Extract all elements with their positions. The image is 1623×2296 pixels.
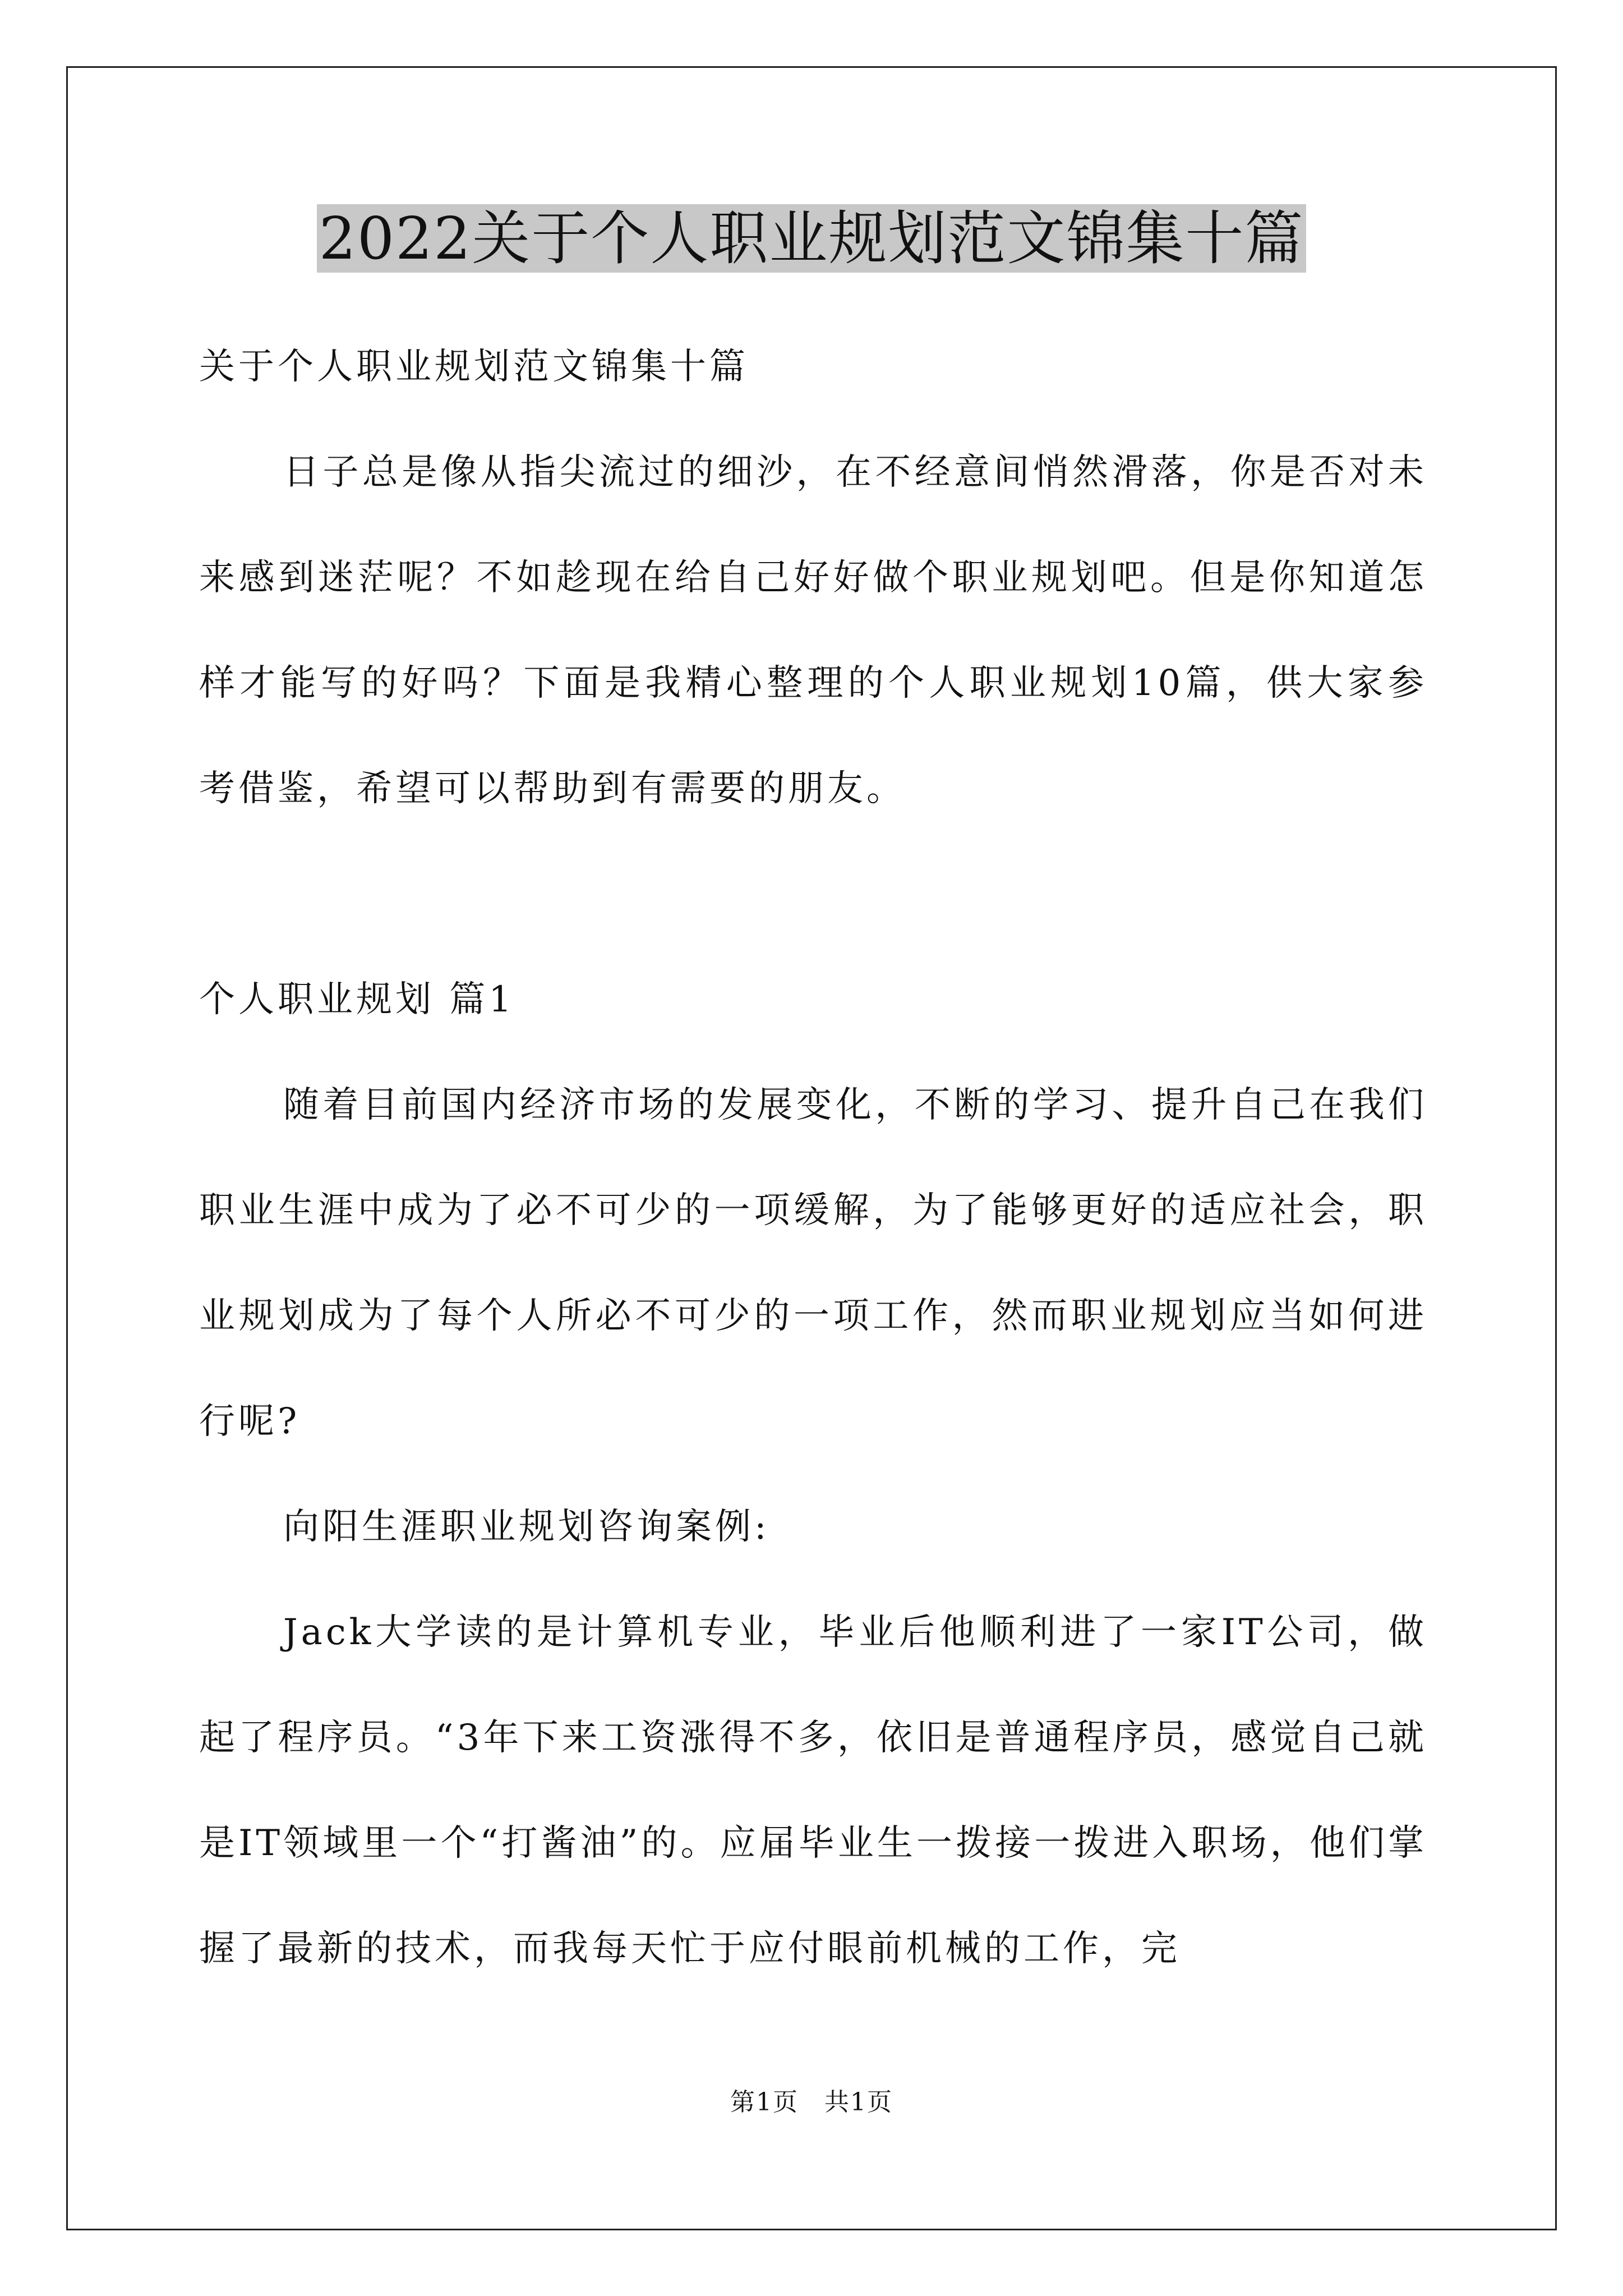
document-title: [0, 199, 1623, 278]
paragraph-case-label: 向阳生涯职业规划咨询案例:: [283, 1506, 770, 1548]
paragraph-subtitle: 关于个人职业规划范文锦集十篇: [199, 346, 749, 388]
paragraph-body: 随着目前国内经济市场的发展变化，不断的学习、提升自己在我们职业生涯中成为了必不可少的一项缓解，为了能够更好的适应社会，职业规划成为了每个人所必不可少的一项工作，然而职业规划应当如何进行呢?: [199, 1084, 1427, 1442]
page-footer: 第1页 共1页: [730, 2088, 893, 2116]
section-heading: 个人职业规划 篇1: [199, 979, 515, 1020]
paragraph-intro: 日子总是像从指尖流过的细沙，在不经意间悄然滑落，你是否对未来感到迷茫呢？不如趁现在给自己好好做个职业规划吧。但是你知道怎样才能写的好吗？下面是我精心整理的个人职业规划10篇，供大家参考借鉴，希望可以帮助到有需要的朋友。: [199, 452, 1427, 809]
document-body: [199, 314, 1427, 2001]
paragraph-case-story: Jack大学读的是计算机专业，毕业后他顺利进了一家IT公司，做起了程序员。“3年下来工资涨得不多，依旧是普通程序员，感觉自己就是IT领域里一个“打酱油”的。应届毕业生一拨接一拨进入职场，他们掌握了最新的技术，而我每天忙于应付眼前机械的工作，完: [199, 1612, 1427, 1970]
document-title-text: 2022关于个人职业规划范文锦集十篇: [317, 204, 1307, 273]
